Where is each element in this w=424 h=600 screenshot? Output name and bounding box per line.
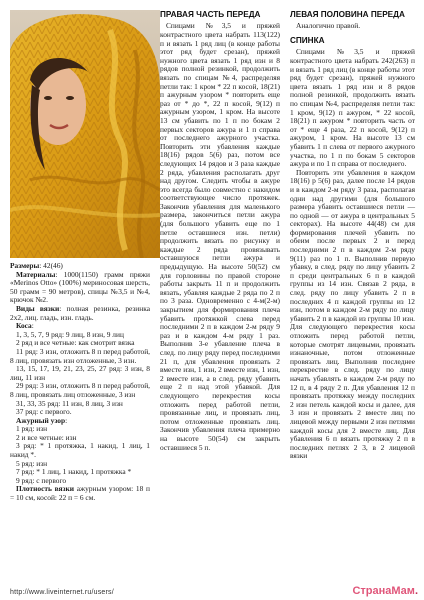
materials-label: Материалы — [16, 269, 56, 279]
density-text: ажурным узором: 18 п = 10 см, косой: 22 п = 6 см. — [10, 484, 151, 503]
openwork-line: 2 и все четные: изн — [16, 432, 77, 442]
density-line — [10, 485, 150, 502]
stitch-text: : полная резинка, резинка 2х2, лиц. гладь, изн. гладь. — [10, 303, 150, 322]
back-text: Спицами №3,5 и пряжей контрастного цвета набрать 242(263) п и вязать 1 ряд лиц (в конце работы этот ряд будет срезан), пряжей нужного цвета вязать 1 ряд изн и 8 рядов полной резинкой, продолжить вязать по спицам №4, распределяя петли так: 1 кром, 9(12) п ажуром, * 22 косой, 18(21) п ажуром * повторить часть от от * еще 4 раза, 22 п косой, 9(12) п ажуром, 1 кром. На высоте 13 см убавить 1 п слева от первого ажурного участка, по 1 п по бокам 5 секторов ажура и по 1 п справа от последнего. — [290, 47, 415, 169]
source-url[interactable]: http://www.liveinternet.ru/users/ — [10, 589, 114, 596]
model-photo — [10, 10, 160, 258]
left-front-text: Аналогично правой. — [296, 21, 361, 31]
materials-text: : 1000(1150) грамм пряжи «Merinos Otto» (100%) мериносовая шерсть, 50 грамм = 90 метров), спицы №3,5 и №4, крючок №2. — [10, 269, 150, 305]
materials-column — [10, 262, 150, 503]
braid-line: 2 ряд и все четные: как смотрит вязка — [16, 338, 135, 348]
density-label: Плотность вязки — [16, 484, 75, 494]
braid-heading: Коса: — [16, 321, 34, 331]
right-front-text: Спицами №3,5 и пряжей контрастного цвета набрать 113(122) п и вязать 1 ряд лиц (в конце работы этот ряд будет срезан), пряжей нужного цвета вязать 1 ряд изн и 8 рядов полной резинкой, продолжить вязать по спицам №4, распределяя петли так: 1 кром * 22 п косой, 18(21) п ажурным узором * повторить еще раз от * до *, 22 п косой, 9(12) п ажурным узором, 1 кром. На высоте 13 см убавить по 1 п по бокам 2 первых секторов ажура и 1 п справа от последнего ажурного участка. Повторить эти убавления каждые 18(16) рядов 5(6) раз, потом все следующих 14 рядов и 3 раза каждые 2 ряда, убавления располагать друг над другом. Следить чтобы в ажуре это всегда было совместно с накидом соответствующее число протяжек. Закончив убавления для маленького размера, закончиться петли ажура (для большого убавить еще по 1 петле оставшиеся изн. петли) продолжить вязать по рисунку и каждые 2 ряда провязывать оставшуюся петли ажура и предыдущую. На высоте 50(52) см для горловины по правой стороне работы закрыть 11 п и продолжить вязать, убавляя каждые 2 ряда по 2 п по 3 раза. Одновременно с 4-м(2-м) закрытием для формирования плеча убавить протяжкой слева перед последними 2 п в каждом 2-м ряду 9 раз и в каждом 4-м ряду 1 раз. Выполнив 3-е убавление плеча в след. по лицу ряду перед последними 21 п, для убавления провязать 2 вместе изн, 1 изн, 2 вместе изн, 1 изн, 2 вместе изн, а в след. ряду убавить еще 2 п над этой убавкой. Для следующего перекрестия косы отложить перед работой петли, провязанные лиц, и провязать лиц, потом отложенные провязать лиц. Закончив убавления плеча примерно на высоте 50(54) см закрыть оставшиеся 5 п. — [160, 21, 280, 452]
materials-line — [10, 271, 150, 305]
openwork-line: 1 ряд: изн — [16, 424, 48, 434]
braid-line: 37 ряд: с первого. — [16, 407, 72, 417]
openwork-line: 7 ряд: * 1 лиц, 1 накид, 1 протяжка * — [16, 467, 132, 477]
braid-line: 11 ряд: 3 изн, отложить 8 п перед работой, 8 лиц, провязать изн отложенные, 3 изн. — [10, 346, 150, 365]
back-title: СПИНКА — [290, 36, 325, 45]
braid-line: 13, 15, 17, 19, 21, 23, 25, 27 ряд: 3 изн, 8 лиц, 11 изн — [10, 364, 150, 382]
braid-line: 29 ряд: 3 изн, отложить 8 п перед работой, 8 лиц, провязать лиц отложенные, 3 изн — [10, 381, 150, 399]
braid-line: 31, 33, 35 ряд: 11 изн, 8 лиц, 3 изн — [16, 398, 123, 408]
right-front-column — [160, 10, 280, 452]
openwork-heading: Ажурный узор: — [16, 415, 68, 425]
site-watermark — [352, 585, 418, 597]
right-front-title: ПРАВАЯ ЧАСТЬ ПЕРЕДА — [160, 10, 261, 19]
knitted-hood-photo — [10, 10, 160, 258]
stitch-label: Виды вязки — [16, 303, 60, 313]
openwork-line: 5 ряд: изн — [16, 458, 48, 468]
stitch-line — [10, 305, 150, 322]
back-text: Повторить эти убавления в каждом 18(16) р 5(6) раз, далее после 14 рядов и в каждом 2-м ряду 3 раза, располагая одни над другими (для большого размера убавить оставшиеся петли — по одной — от ажура в центральных 5 секторах). На высоте 44(48) см для формирования плечей убавить по обеим после первых 2 и перед последними 2 п в каждом 2-м ряду 9(11) раз по 1 п. Выполнив первую убавку, в след. ряду по лицу убавить 2 п среди центральных 6 п в каждой группы из 14 изн. Связав 2 ряда, в след. ряду по лицу убавить 2 п в последних 4 п каждой группы из 12 изн, потом в каждом 2-м ряду по лицу убавить 2 п в каждой из группы 10 изн. Для следующего перекрестия косы отложить перед работой петли, которые смотрят лицевыми, провязать изнаночные, потом отложенные провязать лиц. Выполнив последнее перекрестие в след. ряду по лицу начать убавлять в каждом 2-м ряду по 12 п, в 4 ряду 2 п. Для убавления 12 п провязать протяжку между последних 2 изн петель каждой косы и далее, для 3 изн и провязать 2 вместе лиц по лицевой между первыми 2 изн петлями каждой косы для 2 вместе лиц. Для убавления 6 п вязать протяжку 2 п в последних петлях 2 3, в 2 лицевой вязки — [290, 167, 415, 461]
left-front-title: ЛЕВАЯ ПОЛОВИНА ПЕРЕДА — [290, 10, 405, 19]
braid-line: 1, 3, 5, 7, 9 ряд: 9 лиц, 8 изн, 9 лиц — [16, 329, 124, 339]
left-front-and-back-column — [290, 10, 415, 461]
watermark-dot: . — [414, 585, 418, 597]
openwork-line: 9 ряд: с первого — [16, 475, 67, 485]
watermark-text: СтранаМам — [352, 585, 415, 597]
openwork-line: 3 ряд: * 1 протяжка, 1 накид, 1 лиц, 1 накид *. — [10, 441, 150, 460]
sizes-label: Размеры — [10, 261, 40, 270]
sizes-value: : 42(46) — [39, 261, 63, 270]
